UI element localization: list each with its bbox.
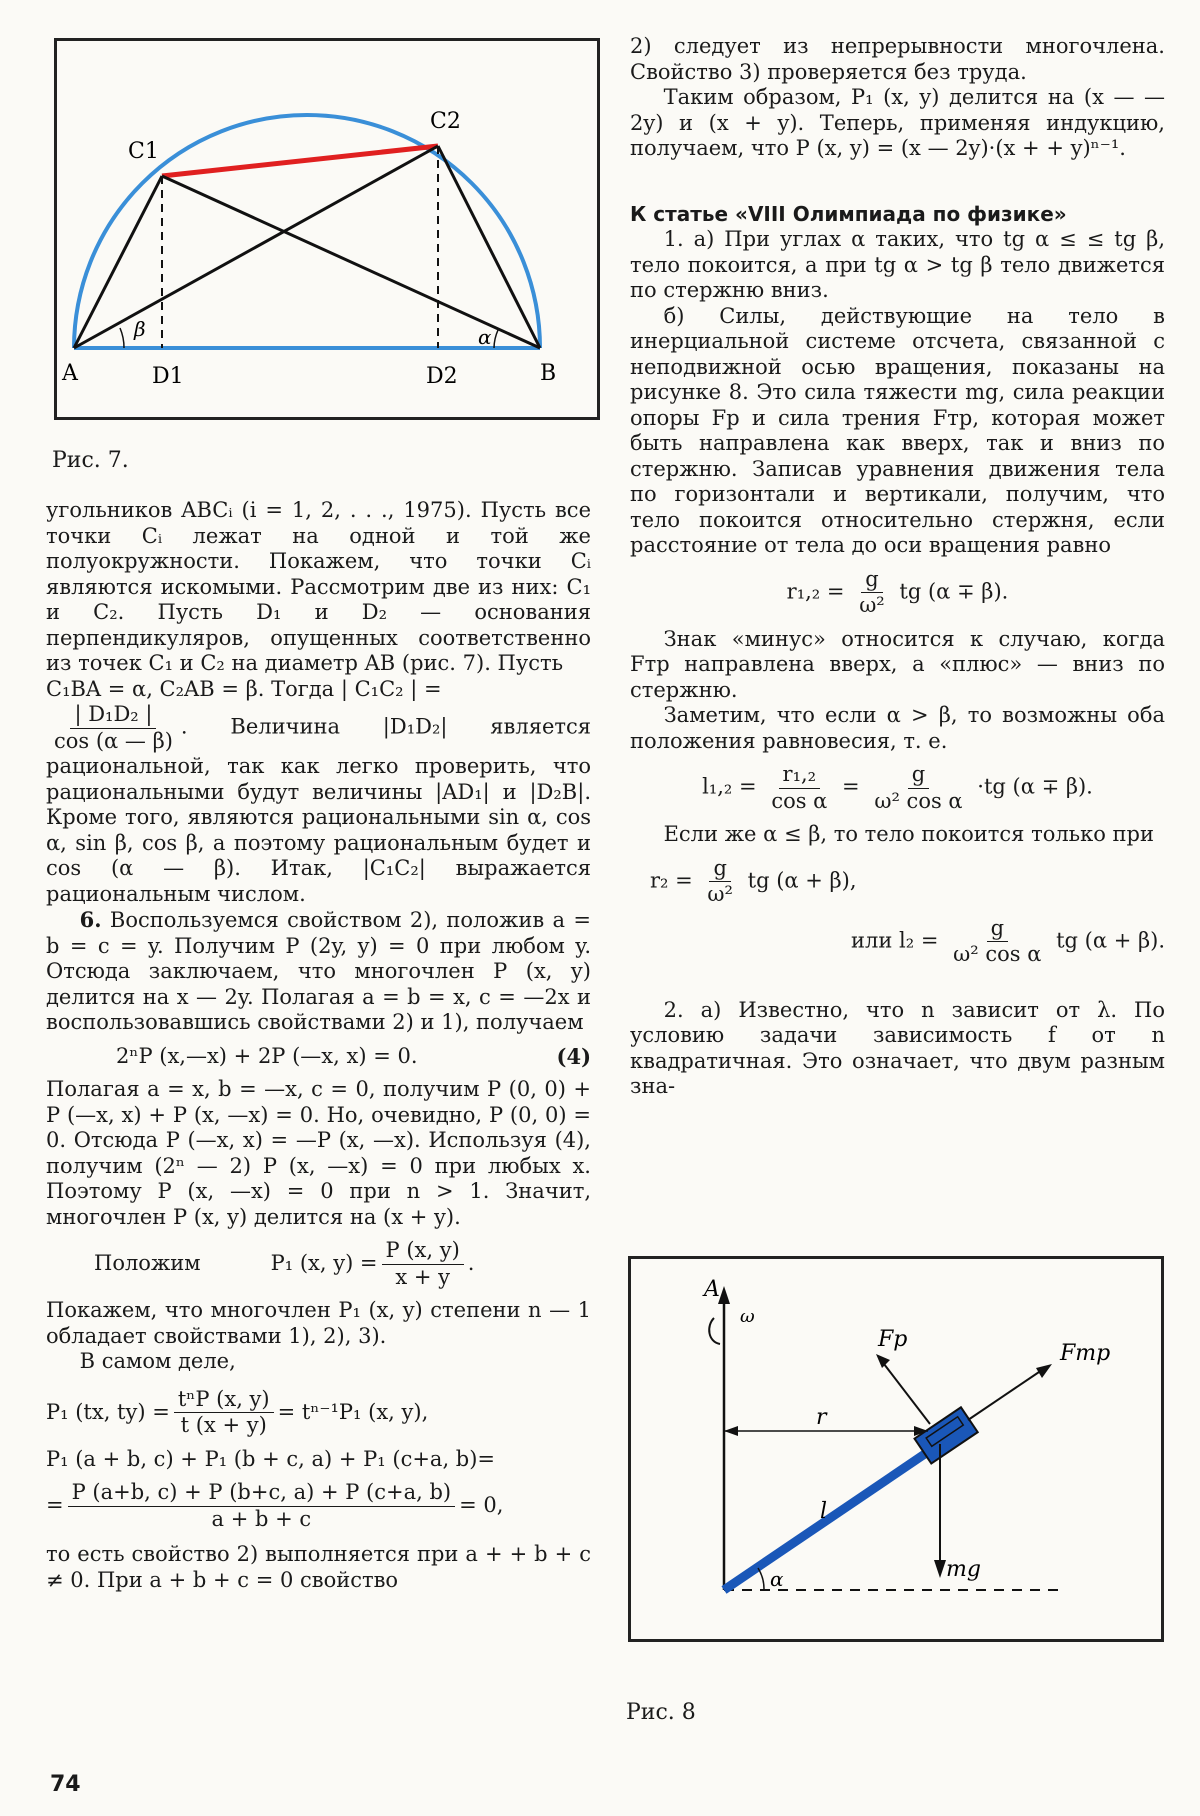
right-para-7: Если же α ≤ β, то тело покоится только при bbox=[663, 822, 1154, 846]
left-para-7: В самом деле, bbox=[79, 1349, 236, 1373]
equation-p1: Положим P₁ (x, y) = $\frac{P (x, y)}{x + y}$ . bbox=[94, 1238, 475, 1289]
label-b: B bbox=[540, 361, 557, 386]
right-column bbox=[630, 34, 1165, 1100]
line-bc2 bbox=[438, 146, 540, 348]
left-para-6: Покажем, что многочлен P₁ (x, y) степени n — 1 обладает свойствами 1), 2), 3). bbox=[46, 1298, 591, 1348]
figure-8-caption: Рис. 8 bbox=[626, 1700, 696, 1725]
right-para-4: б) Силы, действующие на тело в инерциальной системе отсчета, связанной с неподвижной осью вращения, показаны на рисунке 8. Это сила тяжести mg, сила реакции опоры Fр и сила трения Fтр, которая может быть направлена как вверх, так и вниз по стержню. Записав уравнения движения тела по горизонтали и вертикали, получим, что тело покоится относительно стержня, если расстояние от тела до оси вращения равно bbox=[630, 303, 1165, 557]
figure-8-frame bbox=[630, 1258, 1163, 1641]
formula-r2: r₂ = $\frac{g}{\text{ω²}}$ tg (α + β), bbox=[650, 855, 857, 906]
figure-8 bbox=[628, 1256, 1164, 1642]
chord-c1c2 bbox=[162, 146, 438, 176]
label-alpha-fig8: α bbox=[770, 1567, 784, 1591]
ftr-vector bbox=[968, 1370, 1042, 1420]
label-d1: D1 bbox=[152, 364, 184, 389]
label-alpha: α bbox=[478, 325, 492, 349]
label-beta: β bbox=[134, 317, 146, 341]
equation-4: 2ⁿP (x,—x) + 2P (—x, x) = 0. (4) bbox=[116, 1043, 591, 1069]
left-column bbox=[46, 498, 591, 1593]
formula-r12: r₁,₂ = $\frac{g}{\text{ω²}}$ tg (α ∓ β). bbox=[786, 566, 1009, 617]
label-c2: C2 bbox=[430, 109, 461, 134]
line-bc1 bbox=[162, 176, 540, 348]
figure-7-caption: Рис. 7. bbox=[52, 448, 129, 473]
angle-alpha-arc bbox=[494, 330, 498, 348]
right-para-8: 2. а) Известно, что n зависит от λ. По условию задачи зависимость f от n квадратичная. Это означает, что двум разным зна- bbox=[630, 997, 1165, 1098]
right-para-3: 1. а) При углах α таких, что tg α ≤ ≤ tg β, тело покоится, а при tg α > tg β тело движется по стержню вниз. bbox=[630, 227, 1165, 302]
equation-sum-line2: = $\frac{P (a+b, c) + P (b+c, a) + P (c+a, b)}{a + b + c}$ = 0, bbox=[46, 1480, 504, 1531]
line-ac2 bbox=[74, 146, 438, 348]
label-ftr: Fтр bbox=[1060, 1341, 1111, 1366]
right-para-5: Знак «минус» относится к случаю, когда Fтр направлена вверх, а «плюс» — вниз по стержню. bbox=[630, 626, 1165, 702]
formula-l12: l₁,₂ = $\frac{\text{r₁,₂}}{\text{cos α}}$ = $\frac{g}{\text{ω² cos α}}$ ·tg (α ∓ β). bbox=[702, 762, 1093, 813]
label-omega: ω bbox=[740, 1306, 755, 1327]
equation-sum-line1: P₁ (a + b, c) + P₁ (b + c, a) + P₁ (c+a, b)= bbox=[46, 1446, 496, 1471]
right-para-2: Таким образом, P₁ (x, y) делится на (x — — 2y) и (x + y). Теперь, применяя индукцию, получаем, что P (x, y) = (x — 2y)·(x + + y)ⁿ⁻¹. bbox=[630, 85, 1165, 160]
left-para-8: то есть свойство 2) выполняется при a + + b + c ≠ 0. При a + b + c = 0 свойство bbox=[46, 1542, 591, 1592]
label-axis-a: A bbox=[704, 1277, 720, 1302]
left-para-3: $\frac{\text{| D₁D₂ |}}{\cos (\alpha — \beta)}$ . Величина |D₁D₂| является рациональной, так как легко проверить, что рациональными будут величины |AD₁| и |D₂B|. Кроме того, являются рациональными sin α, cos α, sin β, cos β, а поэтому рациональным будет и cos (α — β). Итак, |C₁C₂| выражается рациональным числом. bbox=[46, 702, 591, 906]
omega-rotation-arrow bbox=[709, 1318, 720, 1344]
left-para-5: Полагая a = x, b = —x, c = 0, получим P (0, 0) + P (—x, x) + P (x, —x) = 0. Но, очевидно, P (0, 0) = 0. Отсюда P (—x, x) = —P (x, —x). Используя (4), получим (2ⁿ — 2) P (x, —x) = 0 при любых x. Поэтому P (x, —x) = 0 при n > 1. Значит, многочлен P (x, y) делится на (x + y). bbox=[46, 1077, 591, 1229]
label-l: l bbox=[820, 1499, 828, 1524]
equation-homogeneity: P₁ (tx, ty) = $\frac{\text{tⁿP (x, y)}}{t (x + y)}$ = tⁿ⁻¹P₁ (x, y), bbox=[46, 1386, 429, 1437]
fraction-d1d2: $\frac{\text{| D₁D₂ |}}{\cos (\alpha — \beta)}$ bbox=[54, 702, 173, 753]
label-r: r bbox=[816, 1405, 827, 1430]
figure-7-frame bbox=[56, 40, 599, 419]
left-para-2: C₁BA = α, C₂AB = β. Тогда | C₁C₂ | = bbox=[46, 676, 442, 701]
left-para-4: 6. Воспользуемся свойством 2), положив a = b = c = y. Получим P (2y, y) = 0 при любом y. Отсюда заключаем, что многочлен P (x, y) делится на x — 2y. Полагая a = b = x, c = —2x и воспользовавшись свойствами 2) и 1), получаем bbox=[46, 907, 591, 1034]
label-mg: mg bbox=[946, 1557, 981, 1582]
page-number: 74 bbox=[50, 1772, 81, 1797]
label-d2: D2 bbox=[426, 364, 458, 389]
figure-7 bbox=[54, 38, 600, 420]
label-a: A bbox=[62, 361, 78, 386]
label-fp: Fр bbox=[878, 1327, 908, 1352]
right-para-6: Заметим, что если α > β, то возможны оба положения равновесия, т. е. bbox=[630, 703, 1165, 753]
right-para-1: 2) следует из непрерывности многочлена. Свойство 3) проверяется без труда. bbox=[630, 34, 1165, 84]
label-c1: C1 bbox=[128, 139, 159, 164]
left-para-1: угольников ABCᵢ (i = 1, 2, . . ., 1975). Пусть все точки Cᵢ лежат на одной и той же полуокружности. Покажем, что точки Cᵢ являются искомыми. Рассмотрим две из них: C₁ и C₂. Пусть D₁ и D₂ — основания перпендикуляров, опущенных соответственно из точек C₁ и C₂ на диаметр AB (рис. 7). Пусть bbox=[46, 498, 591, 675]
fp-vector bbox=[884, 1364, 930, 1424]
formula-l2: или l₂ = $\frac{g}{\text{ω² cos α}}$ tg (α + β). bbox=[851, 915, 1165, 966]
section-heading: К статье «VIII Олимпиада по физике» bbox=[630, 201, 1067, 226]
angle-beta-arc bbox=[120, 328, 124, 348]
